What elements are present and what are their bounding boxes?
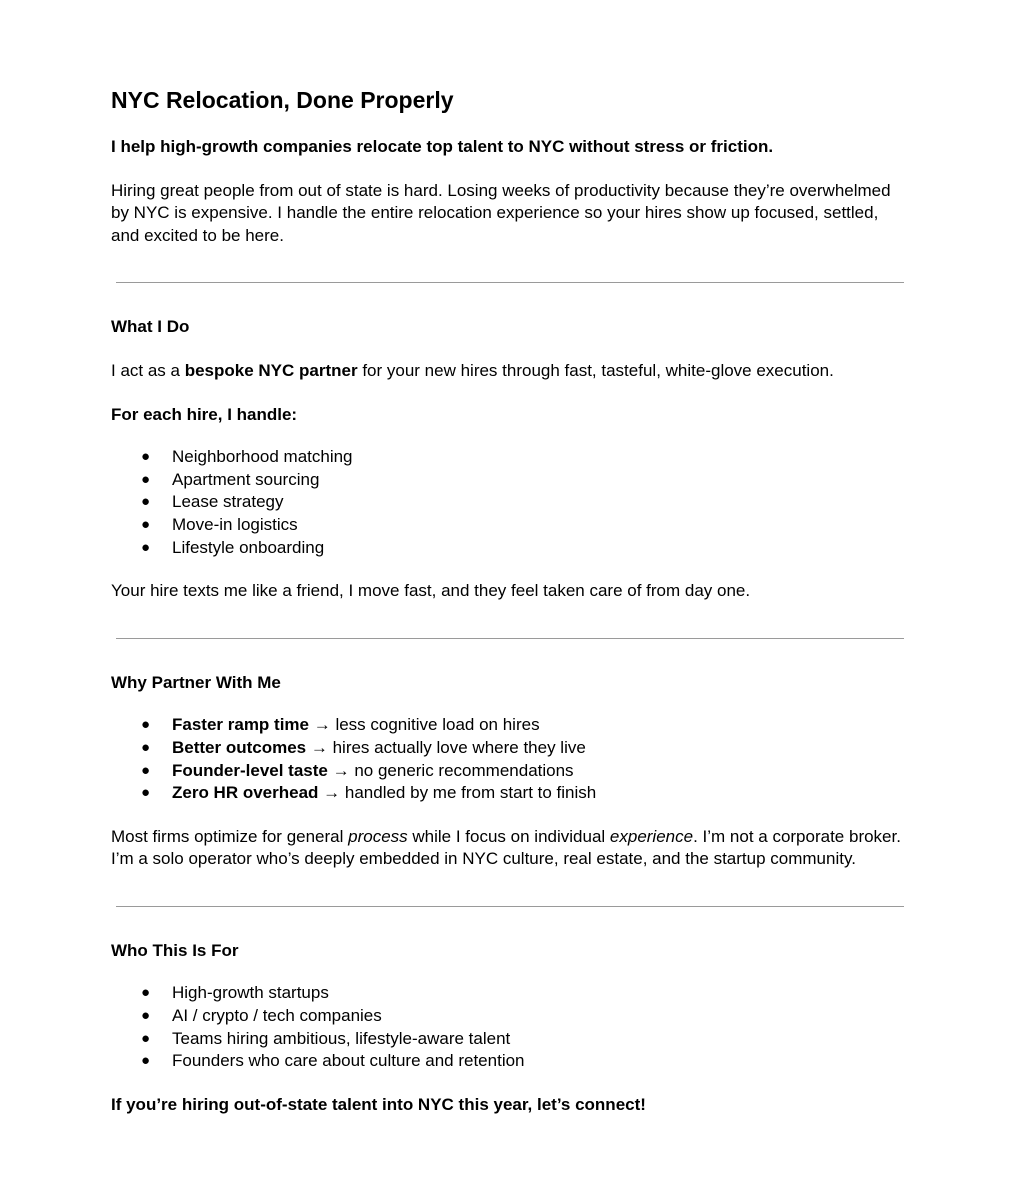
- who-for-list: [111, 982, 906, 1072]
- list-item: [111, 446, 906, 469]
- list-item-text: AI / crypto / tech companies: [172, 1006, 382, 1026]
- lead-text-after: for your new hires through fast, tasteful, white-glove execution.: [357, 360, 834, 380]
- page-title: NYC Relocation, Done Properly: [111, 87, 454, 113]
- para-text: Most firms optimize for general: [111, 826, 349, 846]
- why-partner-paragraph: [111, 826, 906, 871]
- bullet-icon: ●: [141, 738, 151, 756]
- para-text: . I’m not a corporate broker. I’m a solo operator who’s deeply embedded in NYC culture, real estate, and the startup community.: [111, 826, 901, 869]
- list-item-text: → hires actually love where they live: [306, 737, 586, 757]
- who-for-heading: Who This Is For: [111, 940, 239, 960]
- para-emphasis: process: [348, 826, 408, 846]
- list-item: [111, 514, 906, 537]
- list-item-text: Lease strategy: [172, 492, 284, 512]
- list-item-text: Neighborhood matching: [172, 447, 353, 467]
- para-text: while I focus on individual: [407, 826, 610, 846]
- list-item-bold: Zero HR overhead: [172, 783, 319, 803]
- intro-paragraph: Hiring great people from out of state is hard. Losing weeks of productivity because they’re overwhelmed by NYC is expensive. I handle the entire relocation experience so your hires show up focused, settled, and excited to be here.: [111, 180, 891, 245]
- list-item-text: Move-in logistics: [172, 514, 298, 534]
- list-item-text: → no generic recommendations: [327, 760, 574, 780]
- list-item: [111, 737, 906, 760]
- bullet-icon: ●: [141, 716, 151, 734]
- list-item-text: → less cognitive load on hires: [309, 715, 540, 735]
- bullet-icon: ●: [141, 784, 151, 802]
- list-item: [111, 537, 906, 560]
- list-item-text: High-growth startups: [172, 983, 329, 1003]
- what-i-do-heading: What I Do: [111, 317, 190, 337]
- list-item: [111, 1005, 906, 1028]
- list-item-text: Lifestyle onboarding: [172, 537, 325, 557]
- bullet-icon: ●: [141, 515, 151, 533]
- what-i-do-lead: [111, 360, 906, 383]
- para-emphasis: experience: [609, 826, 694, 846]
- bullet-icon: ●: [141, 1007, 151, 1025]
- list-item-bold: Faster ramp time: [172, 715, 309, 735]
- list-item-bold: Better outcomes: [172, 737, 307, 757]
- list-item: [111, 982, 906, 1005]
- bullet-icon: ●: [141, 1029, 151, 1047]
- list-item: [111, 1028, 906, 1051]
- list-item: [111, 1050, 906, 1073]
- bullet-icon: ●: [141, 470, 151, 488]
- bullet-icon: ●: [141, 1052, 151, 1070]
- call-to-action: If you’re hiring out-of-state talent into NYC this year, let’s connect!: [111, 1094, 646, 1114]
- list-item-text: → handled by me from start to finish: [318, 783, 597, 803]
- bullet-icon: ●: [141, 493, 151, 511]
- list-item: [111, 491, 906, 514]
- list-item: [111, 760, 906, 783]
- why-partner-list: [111, 714, 906, 804]
- what-i-do-closing: Your hire texts me like a friend, I move fast, and they feel taken care of from day one.: [111, 581, 751, 601]
- lead-text-bold: bespoke NYC partner: [184, 360, 358, 380]
- bullet-icon: ●: [141, 538, 151, 556]
- lead-text-before: I act as a: [111, 360, 185, 380]
- tagline: I help high-growth companies relocate top talent to NYC without stress or friction.: [111, 137, 774, 156]
- bullet-icon: ●: [141, 984, 151, 1002]
- bullet-icon: ●: [141, 448, 151, 466]
- bullet-icon: ●: [141, 761, 151, 779]
- list-item-text: Founders who care about culture and retention: [172, 1051, 525, 1071]
- list-item: [111, 469, 906, 492]
- document-page: [111, 84, 906, 1116]
- list-item: [111, 714, 906, 737]
- list-item: [111, 782, 906, 805]
- handle-subheading: For each hire, I handle:: [111, 404, 298, 424]
- list-item-text: Teams hiring ambitious, lifestyle-aware talent: [172, 1028, 511, 1048]
- list-item-bold: Founder-level taste: [172, 760, 328, 780]
- why-partner-heading: Why Partner With Me: [111, 672, 281, 692]
- list-item-text: Apartment sourcing: [172, 469, 320, 489]
- handle-list: [111, 446, 906, 559]
